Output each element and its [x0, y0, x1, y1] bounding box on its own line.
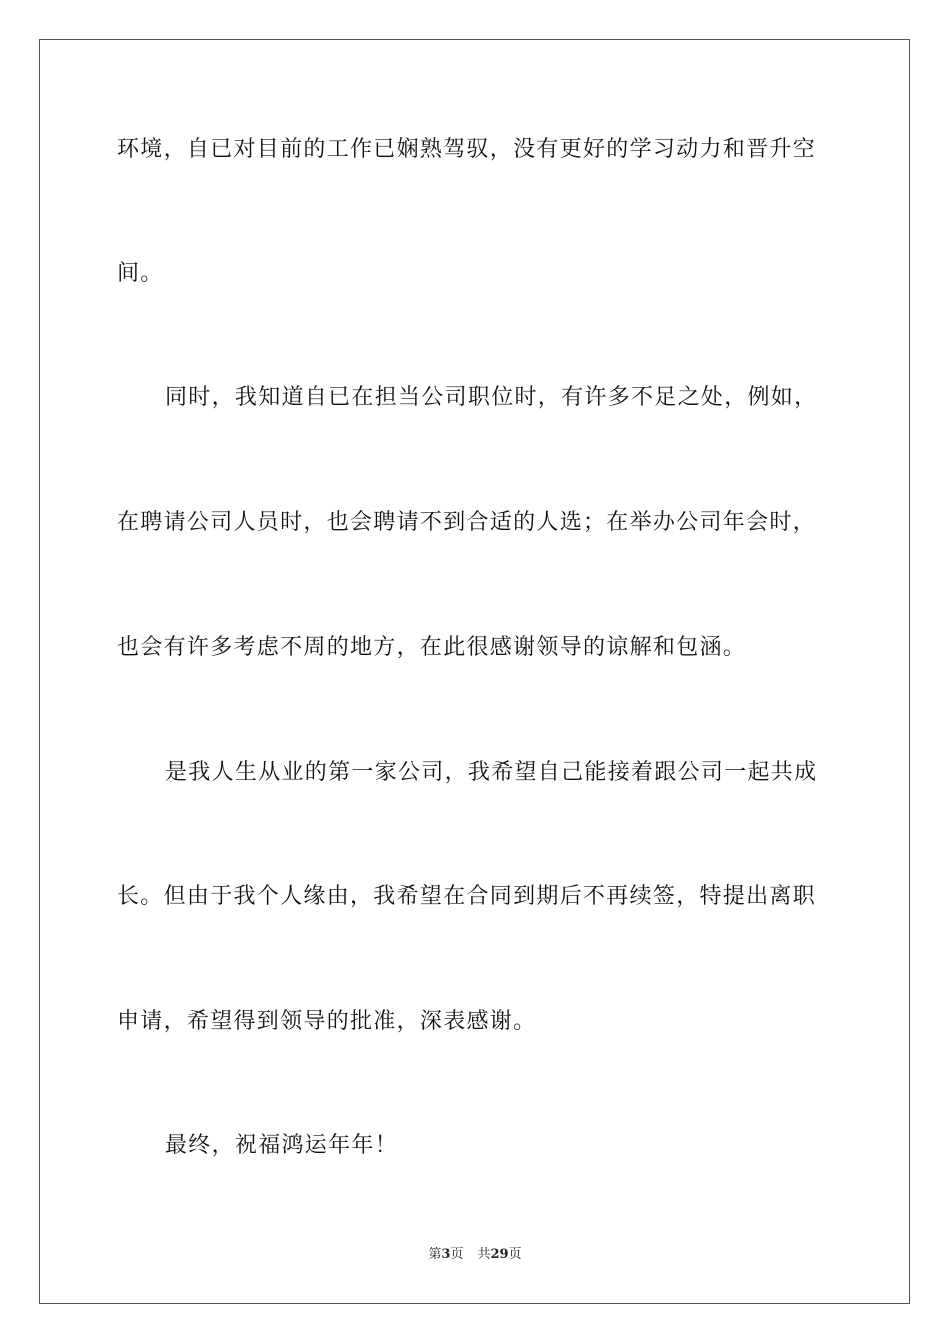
body-line-6: 是我人生从业的第一家公司，我希望自己能接着跟公司一起共成	[165, 760, 818, 785]
body-line-3: 同时，我知道自已在担当公司职位时，有许多不足之处，例如，	[165, 385, 818, 410]
page-footer	[0, 1246, 950, 1264]
body-line-5: 也会有许多考虑不周的地方，在此很感谢领导的谅解和包涵。	[117, 635, 747, 660]
page-border	[39, 39, 910, 1304]
body-line-8: 申请，希望得到领导的批准，深表感谢。	[117, 1009, 537, 1034]
body-line-7: 长。但由于我个人缘由，我希望在合同到期后不再续签，特提出离职	[117, 884, 817, 909]
page-prefix: 第	[428, 1247, 442, 1262]
body-line-9: 最终，祝福鸿运年年！	[165, 1133, 399, 1158]
body-line-1: 环境，自已对目前的工作已娴熟驾驭，没有更好的学习动力和晋升空	[117, 137, 817, 162]
page-suffix: 页	[450, 1247, 464, 1262]
body-line-2: 间。	[117, 261, 164, 286]
total-pages: 29	[490, 1247, 509, 1262]
page-number: 3	[441, 1247, 451, 1262]
total-suffix: 页	[508, 1247, 522, 1262]
body-line-4: 在聘请公司人员时，也会聘请不到合适的人选；在举办公司年会时，	[117, 510, 817, 535]
total-prefix: 共	[477, 1247, 491, 1262]
